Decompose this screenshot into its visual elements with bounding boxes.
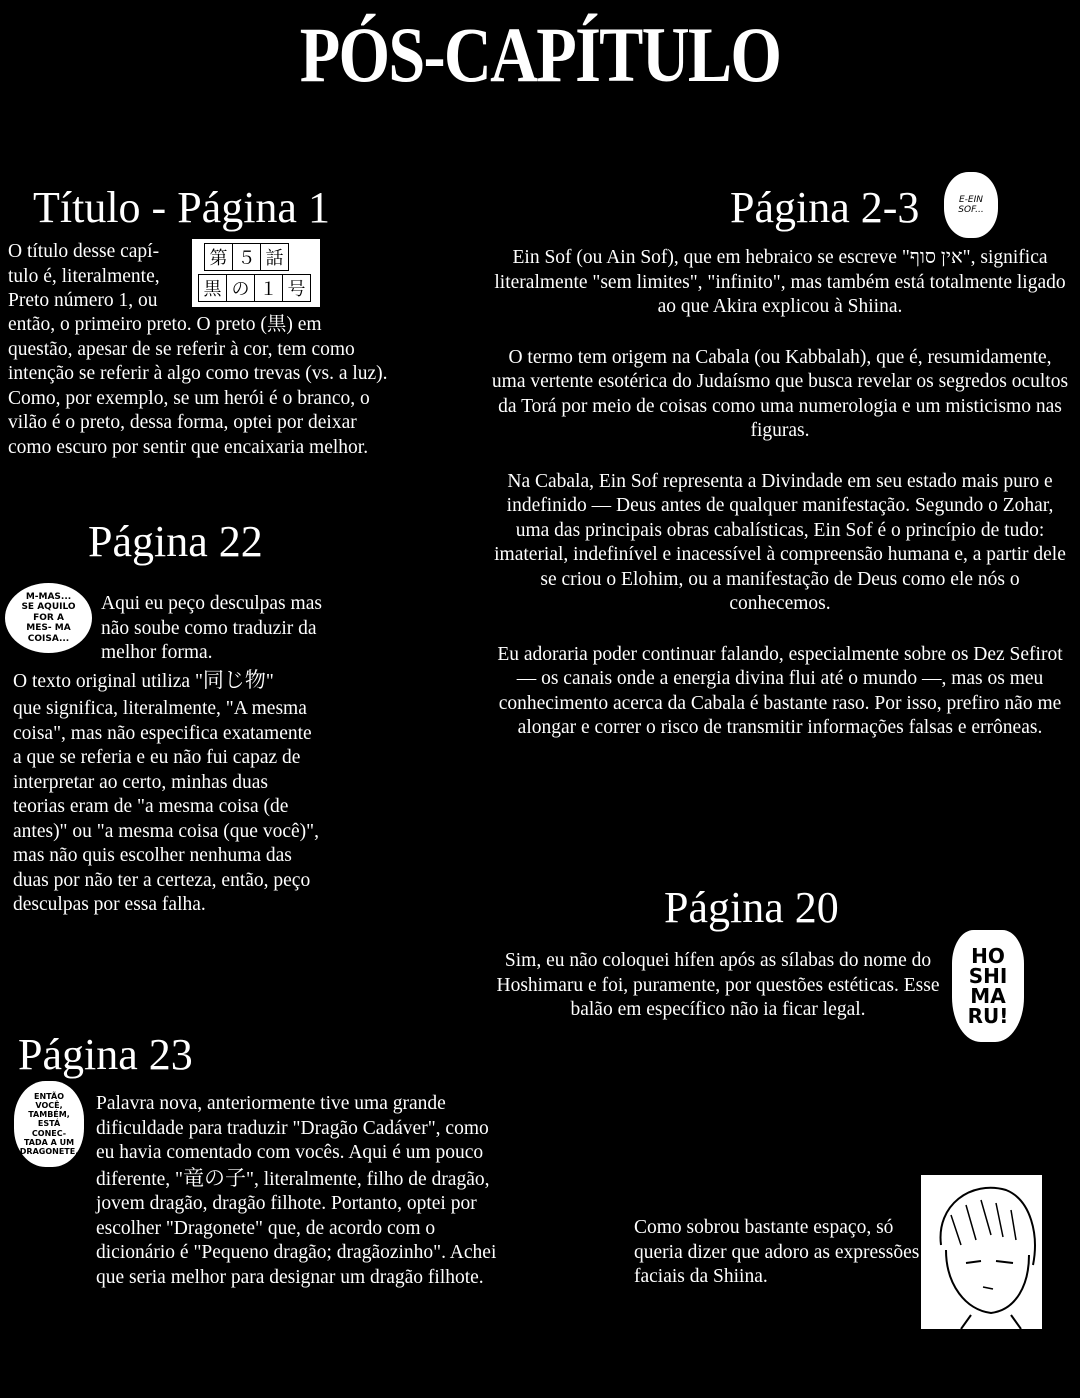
kanji-cell: の <box>226 274 255 302</box>
pagina-20-body: Sim, eu não coloquei hífen após as sílabas do nome do Hoshimaru e foi, puramente, por questões estéticas. Esse balão em específico não ia ficar legal. <box>496 950 940 1020</box>
shiina-face-illustration <box>921 1175 1042 1329</box>
pagina-2-3-paragraph-1: Ein Sof (ou Ain Sof), que em hebraico se escreve "אין סוף", significa literalmente "sem limites", "infinito", mas também está totalmente ligado ao que Akira explicou à Shiina. <box>494 247 1066 317</box>
titulo-line-1: O título desse capí- <box>8 241 160 262</box>
pagina-22-line-post: " <box>265 671 274 692</box>
pagina-2-3-paragraph-3: Na Cabala, Ein Sof representa a Divindade em seu estado mais puro e indefinido — Deus antes de qualquer manifestação. Segundo o Zohar, uma das principais obras cabalísticas, Ein Sof é o princípio de tudo: imaterial, indefinível e inacessível à compreensão humana e, a partir dele se criou o Elohim, ou a manifestação de Deus como ele nós o conhecemos. <box>494 470 1066 614</box>
section-heading-pagina-23: Página 23 <box>18 1030 193 1079</box>
pagina-2-3-paragraph-4: Eu adoraria poder continuar falando, especialmente sobre os Dez Sefirot — os canais onde a energia divina flui até o mundo —, mas os meu conhecimento acerca da Cabala é bastante raso. Por isso, prefiro não me alongar e correr o risco de transmitir informações falsas e errôneas. <box>497 643 1063 738</box>
pagina-2-3-paragraph-2: O termo tem origem na Cabala (ou Kabbalah), que é, resumidamente, uma vertente esotérica do Judaísmo que busca revelar os segredos ocultos da Torá por meio de coisas como uma numerologia e um misticismo nas figuras. <box>491 346 1069 441</box>
titulo-text-lines <box>8 240 198 314</box>
speech-bubble-ein-sof: E-EIN SOF... <box>944 172 998 238</box>
sfx-line: SHI <box>968 964 1008 988</box>
chapter-title-kanji-panel <box>192 239 320 307</box>
titulo-text-body: então, o primeiro preto. O preto (黒) em questão, apesar de se referir à cor, tem como intenção se referir à algo como trevas (vs. a luz). Como, por exemplo, se um herói é o branco, o vilão é o preto, dessa forma, optei por deixar como escuro por sentir que encaixaria melhor. <box>8 314 388 458</box>
pagina-23-japanese: 竜の子 <box>183 1165 246 1190</box>
pagina-2-3-body <box>490 246 1070 741</box>
sfx-hoshimaru <box>952 930 1024 1042</box>
shiina-face-drawing <box>921 1175 1042 1329</box>
kanji-cell: 第 <box>204 243 233 271</box>
section-heading-pagina-2-3: Página 2-3 <box>730 183 920 232</box>
sfx-line: MA <box>970 984 1006 1008</box>
pagina-22-japanese: 同じ物 <box>202 668 266 692</box>
page-title: PÓS-CAPÍTULO <box>299 11 781 98</box>
titulo-line-2: tulo é, literalmente, <box>8 265 160 287</box>
pagina-22-line-pre: O texto original utiliza " <box>13 671 203 692</box>
pagina-23-text-post: ", literalmente, filho de dragão, jovem dragão, dragão filhote. Portanto, optei por escolher "Dragonete" que, de acordo com o dicionário é "Pequeno dragão; dragãozinho". Achei que seria melhor para designar um dragão filhote. <box>96 1168 497 1288</box>
section-heading-titulo: Título - Página 1 <box>33 183 330 232</box>
speech-bubble-22: M-MAS... SE AQUILO FOR A MES- MA COISA... <box>5 583 92 653</box>
sfx-line: HO <box>971 944 1005 968</box>
pagina-22-intro: Aqui eu peço desculpas mas não soube como traduzir da melhor forma. <box>101 593 322 663</box>
sfx-line: RU! <box>967 1004 1009 1028</box>
pagina-22-body: que significa, literalmente, "A mesma coisa", mas não especifica exatamente a que se referia e eu não fui capaz de interpretar ao certo, minhas duas teorias eram de "a mesma coisa (de antes)" ou "a mesma coisa (que você)", mas não quis escolher nenhuma das duas por não ter a certeza, então, peço desculpas por essa falha. <box>13 698 319 915</box>
pagina-22-original-line <box>13 668 333 695</box>
section-heading-pagina-22: Página 22 <box>88 517 263 566</box>
pagina-23-text-pre: Palavra nova, anteriormente tive uma grande dificuldade para traduzir "Dragão Cadáver", como eu havia comentado com vocês. Aqui é um pouco diferente, " <box>96 1093 489 1190</box>
kanji-cell: 号 <box>282 274 311 302</box>
kanji-cell: 黒 <box>198 274 227 302</box>
speech-bubble-23: ENTÃO VOCÊ, TAMBÉM, ESTÁ CONEC- TADA A UM DRAGONETE. <box>14 1081 84 1167</box>
pagina-23-body <box>96 1092 501 1290</box>
kanji-cell: １ <box>254 274 283 302</box>
kanji-cell: 話 <box>260 243 289 271</box>
titulo-line-3: Preto número 1, ou <box>8 290 158 311</box>
closing-text: Como sobrou bastante espaço, só queria dizer que adoro as expressões faciais da Shiina. <box>634 1217 920 1287</box>
kanji-cell: ５ <box>232 243 261 271</box>
section-heading-pagina-20: Página 20 <box>664 883 839 932</box>
